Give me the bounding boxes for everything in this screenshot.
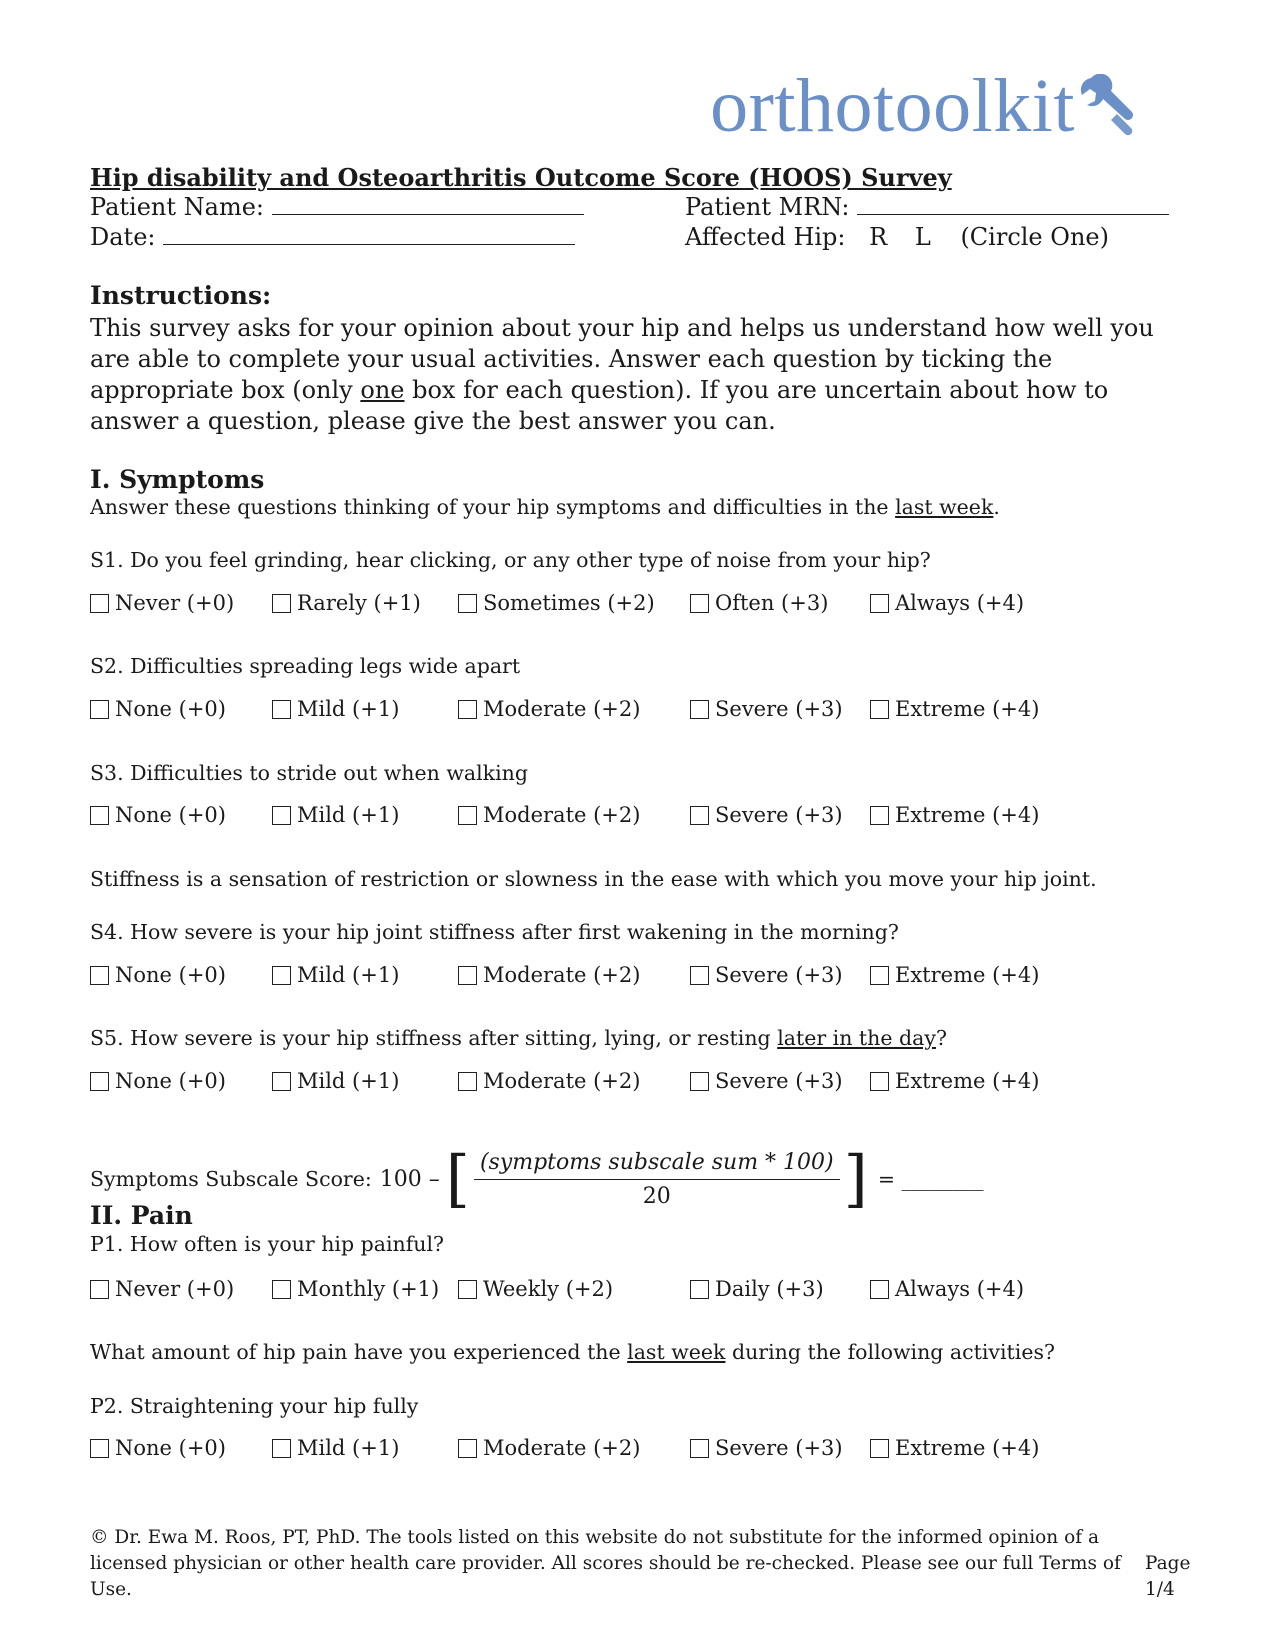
score-numerator: (symptoms subscale sum * 100) [474, 1150, 840, 1180]
checkbox[interactable] [690, 966, 709, 985]
checkbox[interactable] [870, 806, 889, 825]
checkbox[interactable] [690, 700, 709, 719]
option-label: Always (+4) [895, 591, 1025, 615]
date-label: Date: [90, 223, 156, 251]
question-s4: S4. How severe is your hip joint stiffness after first wakening in the morning? [90, 920, 899, 944]
checkbox[interactable] [458, 806, 477, 825]
copyright-text: © Dr. Ewa M. Roos, PT, PhD. The tools listed on this website do not substitute for the informed opinion of a licensed physician or other health care provider. All scores should be re-checked. Please see our full Terms of Use. [90, 1527, 1121, 1600]
answer-option[interactable] [690, 697, 843, 721]
answer-option[interactable] [870, 697, 1039, 721]
option-label: Moderate (+2) [483, 1069, 641, 1093]
question-s3: S3. Difficulties to stride out when walking [90, 761, 528, 785]
option-label: None (+0) [115, 697, 226, 721]
option-label: Severe (+3) [715, 803, 843, 827]
checkbox[interactable] [690, 1072, 709, 1091]
checkbox[interactable] [870, 966, 889, 985]
answer-option[interactable] [690, 1069, 843, 1093]
option-label: Moderate (+2) [483, 803, 641, 827]
question-s5: S5. How severe is your hip stiffness after sitting, lying, or resting later in the day? [90, 1026, 947, 1050]
answer-option[interactable] [90, 1069, 226, 1093]
checkbox[interactable] [272, 700, 291, 719]
answer-option[interactable] [870, 1436, 1039, 1460]
survey-title: Hip disability and Osteoarthritis Outcome Score (HOOS) Survey [90, 163, 952, 192]
option-label: Often (+3) [715, 591, 829, 615]
answer-option[interactable] [272, 963, 399, 987]
answer-option[interactable] [870, 1069, 1039, 1093]
answer-option[interactable] [90, 803, 226, 827]
wrench-icon [1077, 74, 1139, 136]
question-s2: S2. Difficulties spreading legs wide apart [90, 654, 521, 678]
checkbox[interactable] [458, 700, 477, 719]
option-label: Mild (+1) [297, 697, 400, 721]
hip-l-option[interactable]: L [914, 223, 931, 251]
option-label: Mild (+1) [297, 1069, 400, 1093]
footer [90, 1525, 1191, 1603]
option-label: Extreme (+4) [895, 697, 1040, 721]
checkbox[interactable] [870, 1439, 889, 1458]
option-label: Mild (+1) [297, 963, 400, 987]
circle-one-note: (Circle One) [960, 223, 1109, 251]
answer-option[interactable] [458, 591, 655, 615]
answer-option[interactable] [272, 803, 399, 827]
checkbox[interactable] [458, 1439, 477, 1458]
answer-option[interactable] [272, 1277, 439, 1301]
option-label: Daily (+3) [715, 1277, 824, 1301]
answer-option[interactable] [458, 697, 640, 721]
option-label: Moderate (+2) [483, 1436, 641, 1460]
option-label: Always (+4) [895, 1277, 1025, 1301]
question-s1: S1. Do you feel grinding, hear clicking, or any other type of noise from your hip? [90, 548, 931, 572]
checkbox[interactable] [272, 1439, 291, 1458]
orthotoolkit-logo [710, 64, 1139, 148]
option-label: Never (+0) [115, 1277, 235, 1301]
affected-hip-row [685, 223, 1109, 251]
checkbox[interactable] [90, 1072, 109, 1091]
answer-option[interactable] [870, 963, 1039, 987]
option-label: None (+0) [115, 1069, 226, 1093]
score-label: Symptoms Subscale Score: [90, 1167, 372, 1191]
option-label: None (+0) [115, 1436, 226, 1460]
patient-name-line[interactable] [272, 194, 584, 215]
pain-note: What amount of hip pain have you experienced the last week during the following activities? [90, 1340, 1055, 1364]
option-label: Extreme (+4) [895, 803, 1040, 827]
answer-option[interactable] [458, 1277, 613, 1301]
option-label: Extreme (+4) [895, 963, 1040, 987]
checkbox[interactable] [690, 1439, 709, 1458]
instructions-text: This survey asks for your opinion about your hip and helps us understand how well you are able to complete your usual activities. Answer each question by ticking the appropriate box (only one box for each question). If you are uncertain about how to answer a question, please give the best answer you can. [90, 314, 1154, 435]
option-label: Mild (+1) [297, 1436, 400, 1460]
checkbox[interactable] [870, 594, 889, 613]
checkbox[interactable] [870, 1280, 889, 1299]
checkbox[interactable] [90, 594, 109, 613]
answer-option[interactable] [458, 803, 640, 827]
option-label: Severe (+3) [715, 1069, 843, 1093]
symptoms-heading: I. Symptoms [90, 465, 265, 494]
right-bracket: ] [843, 1142, 868, 1215]
page-number: Page 1/4 [1145, 1553, 1191, 1600]
answer-option[interactable] [870, 803, 1039, 827]
option-label: Rarely (+1) [297, 591, 421, 615]
left-bracket: [ [445, 1142, 470, 1215]
checkbox[interactable] [870, 700, 889, 719]
option-label: Severe (+3) [715, 963, 843, 987]
instructions-heading: Instructions: [90, 281, 272, 310]
score-fraction [474, 1150, 840, 1209]
answer-option[interactable] [272, 591, 421, 615]
answer-option[interactable] [90, 1277, 234, 1301]
logo-text: orthotoolkit [710, 64, 1075, 148]
checkbox[interactable] [90, 700, 109, 719]
answer-option[interactable] [458, 963, 640, 987]
question-p2: P2. Straightening your hip fully [90, 1394, 419, 1418]
checkbox[interactable] [272, 806, 291, 825]
patient-mrn-line[interactable] [857, 194, 1169, 215]
option-label: Extreme (+4) [895, 1069, 1040, 1093]
answer-option[interactable] [690, 591, 828, 615]
patient-mrn-row [685, 193, 1169, 221]
score-denominator: 20 [642, 1183, 671, 1209]
option-label: Mild (+1) [297, 803, 400, 827]
option-label: Severe (+3) [715, 1436, 843, 1460]
option-label: None (+0) [115, 803, 226, 827]
checkbox[interactable] [272, 1072, 291, 1091]
answer-option[interactable] [458, 1069, 640, 1093]
date-line[interactable] [163, 224, 575, 245]
checkbox[interactable] [90, 1439, 109, 1458]
option-label: Extreme (+4) [895, 1436, 1040, 1460]
stiffness-note: Stiffness is a sensation of restriction or slowness in the ease with which you move your hip joint. [90, 867, 1097, 891]
option-label: Weekly (+2) [483, 1277, 614, 1301]
answer-option[interactable] [90, 963, 226, 987]
checkbox[interactable] [458, 966, 477, 985]
checkbox[interactable] [272, 966, 291, 985]
checkbox[interactable] [90, 1280, 109, 1299]
checkbox[interactable] [90, 806, 109, 825]
answer-option[interactable] [870, 591, 1024, 615]
answer-option[interactable] [90, 1436, 226, 1460]
checkbox[interactable] [690, 806, 709, 825]
answer-option[interactable] [690, 1277, 824, 1301]
option-label: Sometimes (+2) [483, 591, 655, 615]
answer-option[interactable] [690, 1436, 843, 1460]
checkbox[interactable] [458, 1072, 477, 1091]
date-row [90, 223, 575, 251]
checkbox[interactable] [272, 594, 291, 613]
answer-option[interactable] [272, 1436, 399, 1460]
symptoms-score-formula [90, 1142, 984, 1215]
checkbox[interactable] [272, 1280, 291, 1299]
checkbox[interactable] [690, 594, 709, 613]
option-label: None (+0) [115, 963, 226, 987]
patient-name-label: Patient Name: [90, 193, 264, 221]
score-result-line[interactable]: = ________ [877, 1167, 984, 1191]
patient-mrn-label: Patient MRN: [685, 193, 850, 221]
answer-option[interactable] [90, 697, 226, 721]
pain-heading: II. Pain [90, 1201, 193, 1230]
checkbox[interactable] [458, 1280, 477, 1299]
checkbox[interactable] [458, 594, 477, 613]
option-label: Severe (+3) [715, 697, 843, 721]
option-label: Monthly (+1) [297, 1277, 440, 1301]
answer-option[interactable] [690, 803, 843, 827]
symptoms-intro: Answer these questions thinking of your hip symptoms and difficulties in the last week. [90, 495, 1000, 519]
answer-option[interactable] [272, 697, 399, 721]
question-p1: P1. How often is your hip painful? [90, 1232, 445, 1256]
answer-option[interactable] [90, 591, 234, 615]
hip-r-option[interactable]: R [869, 223, 888, 251]
answer-option[interactable] [272, 1069, 399, 1093]
option-label: Moderate (+2) [483, 697, 641, 721]
checkbox[interactable] [90, 966, 109, 985]
answer-option[interactable] [458, 1436, 640, 1460]
affected-hip-label: Affected Hip: [685, 223, 846, 251]
answer-option[interactable] [870, 1277, 1024, 1301]
score-prefix: 100 – [379, 1166, 440, 1192]
checkbox[interactable] [870, 1072, 889, 1091]
option-label: Moderate (+2) [483, 963, 641, 987]
answer-option[interactable] [690, 963, 843, 987]
checkbox[interactable] [690, 1280, 709, 1299]
patient-name-row [90, 193, 584, 221]
option-label: Never (+0) [115, 591, 235, 615]
